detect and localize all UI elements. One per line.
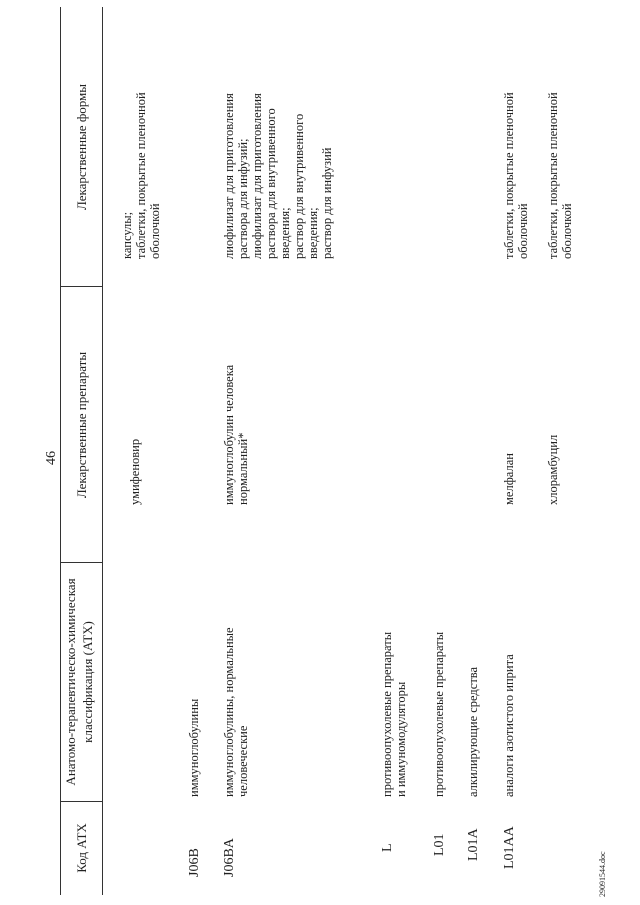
dosage-form-line: оболочкой: [148, 203, 162, 259]
atc-group-name: противоопухолевые препараты: [432, 631, 446, 797]
header-drugs: Лекарственные препараты: [74, 351, 89, 499]
column-divider-2: [60, 562, 103, 563]
header-bottom-border: [102, 7, 103, 895]
dosage-form-line: раствора для инфузий;: [236, 138, 250, 259]
table-top-border: [60, 7, 61, 895]
header-code: Код АТХ: [74, 823, 89, 873]
atc-group-name: иммуноглобулины, нормальные: [222, 627, 236, 797]
atc-group-name: человеческие: [236, 725, 250, 797]
dosage-form-line: оболочкой: [516, 203, 530, 259]
atc-code: J06B: [187, 848, 202, 877]
drug-name: мелфалан: [502, 453, 516, 505]
dosage-form-line: капсулы;: [120, 211, 134, 259]
dosage-form-line: оболочкой: [560, 203, 574, 259]
column-divider-3: [60, 286, 103, 287]
drug-name: нормальный*: [236, 432, 250, 505]
dosage-form-line: лиофилизат для приготовления: [222, 93, 236, 259]
drug-name: иммуноглобулин человека: [222, 364, 236, 505]
column-divider-1: [60, 801, 103, 802]
dosage-form-line: таблетки, покрытые пленочной: [134, 92, 148, 259]
dosage-form-line: введения;: [278, 207, 292, 259]
atc-group-name: иммуноглобулины: [187, 698, 201, 797]
atc-group-name: противоопухолевые препараты: [380, 631, 394, 797]
drug-name: хлорамбуцил: [546, 434, 560, 505]
file-name-footer: 29091544.doc: [598, 851, 607, 897]
dosage-form-line: раствор для внутривенного: [292, 113, 306, 259]
page-number: 46: [44, 451, 59, 465]
atc-code: L01A: [466, 828, 481, 861]
drug-name: умифеновир: [128, 438, 142, 505]
atc-group-name: алкилирующие средства: [466, 666, 480, 797]
dosage-form-line: раствор для инфузий: [320, 147, 334, 259]
header-atc-line-1: Анатомо-терапевтическо-химическая: [63, 578, 78, 786]
header-forms: Лекарственные формы: [74, 83, 89, 211]
atc-group-name: аналоги азотистого иприта: [502, 654, 516, 797]
atc-code: L01: [432, 833, 447, 856]
atc-code: L: [380, 843, 395, 852]
header-atc-line-2: классификация (АТХ): [80, 621, 95, 743]
dosage-form-line: таблетки, покрытые пленочной: [502, 92, 516, 259]
atc-group-name: и иммуномодуляторы: [394, 681, 408, 797]
dosage-form-line: введения;: [306, 207, 320, 259]
atc-code: J06BA: [222, 838, 237, 877]
dosage-form-line: раствора для внутривенного: [264, 108, 278, 259]
dosage-form-line: таблетки, покрытые пленочной: [546, 92, 560, 259]
dosage-form-line: лиофилизат для приготовления: [250, 93, 264, 259]
atc-code: L01AA: [502, 826, 517, 869]
